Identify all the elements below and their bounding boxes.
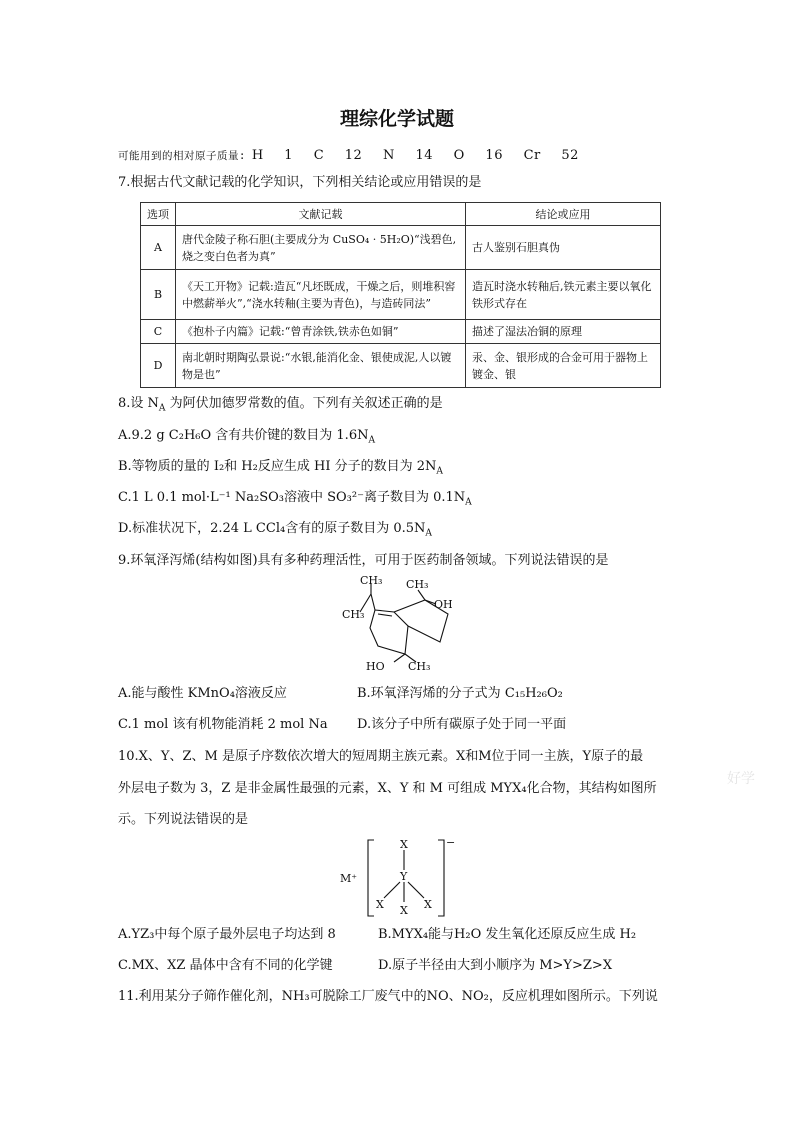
struct-label: CH₃	[408, 660, 431, 673]
row-conclusion: 造瓦时浇水转釉后,铁元素主要以氧化铁形式存在	[466, 270, 661, 320]
q7-col-key: 选项	[141, 203, 176, 226]
ligand-label: X	[400, 838, 408, 851]
row-record: 《抱朴子内篇》记载:“曾青涂铁,铁赤色如铜”	[176, 320, 466, 344]
table-row	[141, 344, 661, 388]
row-conclusion: 描述了湿法冶铜的原理	[466, 320, 661, 344]
ligand-label: X	[424, 898, 432, 911]
q7-table	[140, 202, 661, 388]
q8-stem: 8.设 $N_A$ 为阿伏加德罗常数的值。下列有关叙述正确的是	[118, 396, 443, 414]
q9-structure-diagram	[330, 574, 480, 678]
q8-option-c: C.1 L 0.1 mol·L⁻¹ Na₂SO₃溶液中 SO₃²⁻离子数目为 $0.1N_A$	[118, 490, 472, 508]
q11-stem: 11.利用某分子筛作催化剂，NH₃可脱除工厂废气中的NO、NO₂，反应机理如图所示。下列说	[118, 989, 658, 1004]
center-atom-label: Y	[400, 870, 408, 883]
row-record: 《天工开物》记载:造瓦“凡坯既成，干燥之后，则堆积窖中燃薪举火”,“浇水转釉(主要为青色)，与造砖同法”	[176, 270, 466, 320]
atomic-masses	[118, 148, 579, 163]
table-row	[141, 226, 661, 270]
atomic-masses-label: 可能用到的相对原子质量:	[118, 150, 246, 162]
q10-stem-line-1: 10.X、Y、Z、M 是原子序数依次增大的短周期主族元素。X和M位于同一主族，Y原子的最	[118, 749, 644, 764]
q10-option-d: D.原子半径由大到小顺序为 M>Y>Z>X	[378, 958, 613, 973]
table-row	[141, 320, 661, 344]
atomic-masses-values: H 1 C 12 N 14 O 16 Cr 52	[251, 148, 579, 163]
q7-stem: 7.根据古代文献记载的化学知识，下列相关结论或应用错误的是	[118, 175, 482, 190]
ligand-label: X	[376, 898, 384, 911]
q9-option-c: C.1 mol 该有机物能消耗 2 mol Na	[118, 717, 328, 732]
q8-option-a: A.9.2 g C₂H₆O 含有共价键的数目为 $1.6N_A$	[118, 428, 376, 446]
q9-option-a: A.能与酸性 KMnO₄溶液反应	[118, 686, 287, 701]
q7-col-conclusion: 结论或应用	[466, 203, 661, 226]
row-conclusion: 古人鉴别石胆真伪	[466, 226, 661, 270]
watermark: 好学	[727, 771, 755, 787]
struct-label: OH	[434, 598, 453, 611]
q9-option-d: D.该分子中所有碳原子处于同一平面	[357, 717, 567, 732]
q9-stem: 9.环氧泽泻烯(结构如图)具有多种药理活性，可用于医药制备领域。下列说法错误的是	[118, 553, 609, 568]
struct-label: CH₃	[342, 608, 365, 621]
row-record: 唐代金陵子称石胆(主要成分为 CuSO₄ · 5H₂O)“浅碧色,烧之变白色者为真”	[176, 226, 466, 270]
q10-structure-diagram	[338, 836, 458, 920]
struct-label: CH₃	[360, 574, 383, 587]
row-key: A	[141, 226, 176, 270]
cation-label: M⁺	[340, 872, 358, 885]
q8-option-b: B.等物质的量的 I₂和 H₂反应生成 HI 分子的数目为 $2N_A$	[118, 459, 443, 477]
struct-label: HO	[366, 660, 385, 673]
q7-table-header	[141, 203, 661, 226]
q10-option-c: C.MX、XZ 晶体中含有不同的化学键	[118, 958, 333, 973]
q10-option-b: B.MYX₄能与H₂O 发生氧化还原反应生成 H₂	[378, 927, 637, 942]
row-key: D	[141, 344, 176, 388]
page-title: 理综化学试题	[339, 108, 454, 130]
q10-stem-line-3: 示。下列说法错误的是	[118, 812, 249, 827]
q9-option-b: B.环氧泽泻烯的分子式为 C₁₅H₂₆O₂	[357, 686, 563, 701]
q10-option-a: A.YZ₃中每个原子最外层电子均达到 8	[118, 927, 336, 942]
table-row	[141, 270, 661, 320]
row-key: B	[141, 270, 176, 320]
q7-col-record: 文献记载	[176, 203, 466, 226]
row-record: 南北朝时期陶弘景说:“水银,能消化金、银使成泥,人以镀物是也”	[176, 344, 466, 388]
q8-option-d: D.标准状况下，2.24 L CCl₄含有的原子数目为 $0.5N_A$	[118, 521, 432, 539]
row-key: C	[141, 320, 176, 344]
struct-label: CH₃	[406, 578, 429, 591]
q10-stem-line-2: 外层电子数为 3，Z 是非金属性最强的元素，X、Y 和 M 可组成 MYX₄化合物，其结构如图所	[118, 781, 657, 796]
row-conclusion: 汞、金、银形成的合金可用于器物上镀金、银	[466, 344, 661, 388]
ligand-label: X	[400, 904, 408, 917]
charge-label: −	[446, 836, 456, 849]
